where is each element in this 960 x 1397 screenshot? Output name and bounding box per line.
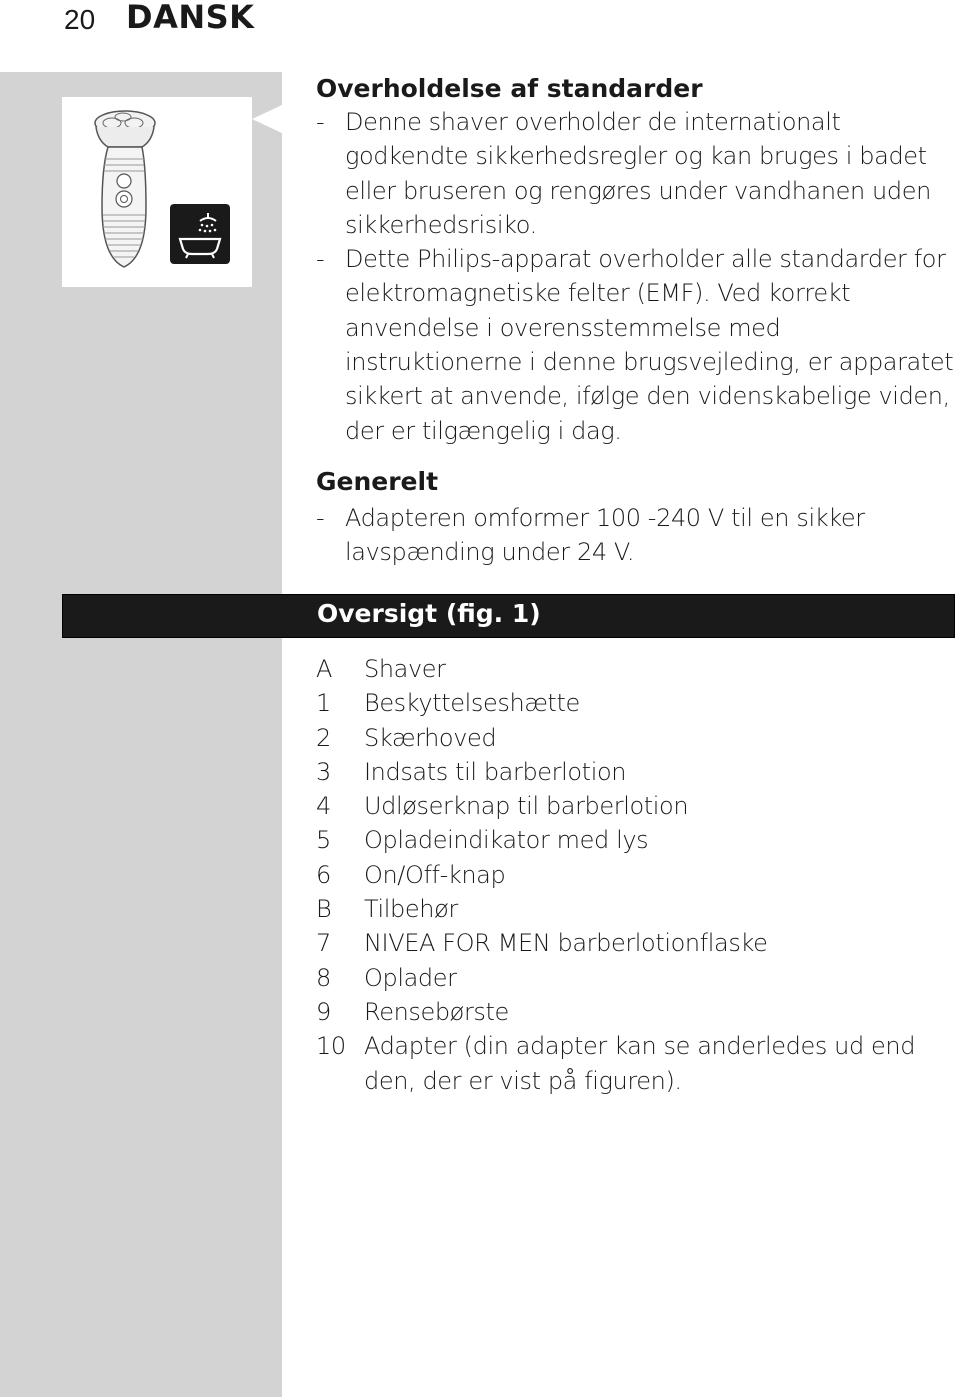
list-item (316, 892, 956, 926)
standards-item-2 (316, 242, 956, 448)
part-label: Skærhoved (364, 723, 497, 752)
list-item (316, 721, 956, 755)
main-content (316, 72, 956, 570)
part-key: A (316, 655, 333, 683)
shower-bath-icon (170, 204, 230, 264)
parts-list (316, 652, 956, 1098)
part-label: Udløserknap til barberlotion (364, 792, 689, 821)
standards-heading: Overholdelse af standarder (316, 74, 703, 103)
part-label: Beskyttelseshætte (364, 689, 580, 718)
part-key: 6 (316, 860, 331, 889)
bullet-text: Adapteren omformer 100 -240 V til en sikker lavspænding under 24 V. (345, 503, 865, 567)
part-label: Shaver (364, 655, 446, 683)
part-key: 3 (316, 757, 331, 786)
part-label: Opladeindikator med lys (364, 826, 649, 855)
figure-pointer-arrow (252, 104, 284, 134)
list-item (316, 995, 956, 1029)
page-number: 20 (64, 4, 96, 35)
list-item (316, 1029, 956, 1098)
part-label: Rensebørste (364, 997, 509, 1026)
part-label: NIVEA FOR MEN barberlotionflaske (364, 929, 768, 958)
list-item (316, 858, 956, 892)
list-item (316, 961, 956, 995)
list-item (316, 789, 956, 823)
list-item (316, 755, 956, 789)
shaver-figure (62, 97, 252, 287)
part-label: On/Off-knap (364, 860, 506, 889)
part-key: 7 (316, 929, 331, 958)
list-item (316, 652, 956, 686)
part-key: B (316, 895, 332, 924)
list-item (316, 823, 956, 857)
standards-item-1 (316, 105, 956, 242)
overview-heading: Oversigt (fig. 1) (317, 599, 541, 628)
part-key: 8 (316, 963, 331, 992)
part-key: 9 (316, 997, 331, 1026)
part-key: 5 (316, 826, 331, 855)
bullet-dash: - (316, 108, 325, 136)
part-label: Adapter (din adapter kan se anderledes ud end den, der er vist på figuren). (364, 1032, 916, 1095)
list-item (316, 686, 956, 720)
overview-heading-bar (62, 594, 955, 638)
list-item (316, 926, 956, 960)
page-header (0, 0, 960, 42)
language-heading: DANSK (126, 0, 255, 36)
part-key: 1 (316, 689, 331, 718)
part-key: 10 (316, 1032, 346, 1061)
shaver-illustration-icon (62, 97, 252, 287)
bullet-text: Dette Philips-apparat overholder alle standarder for elektromagnetiske felter (EMF). Ved korrekt anvendelse i overensstemmelse med instruktionerne i denne brugsvejleding, er apparatet sikkert at anvende, ifølge den videnskabelige viden, der er tilgængelig i dag. (345, 245, 954, 445)
part-label: Indsats til barberlotion (364, 757, 627, 786)
part-key: 2 (316, 723, 331, 752)
part-label: Tilbehør (364, 895, 458, 924)
bullet-text: Denne shaver overholder de internationalt godkendte sikkerhedsregler og kan bruges i badet eller bruseren og rengøres under vandhanen uden sikkerhedsrisiko. (345, 108, 931, 239)
bullet-dash: - (316, 503, 325, 532)
general-item-1 (316, 501, 956, 570)
bullet-dash: - (316, 245, 325, 274)
part-key: 4 (316, 792, 331, 821)
general-heading: Generelt (316, 466, 439, 496)
part-label: Oplader (364, 963, 457, 992)
